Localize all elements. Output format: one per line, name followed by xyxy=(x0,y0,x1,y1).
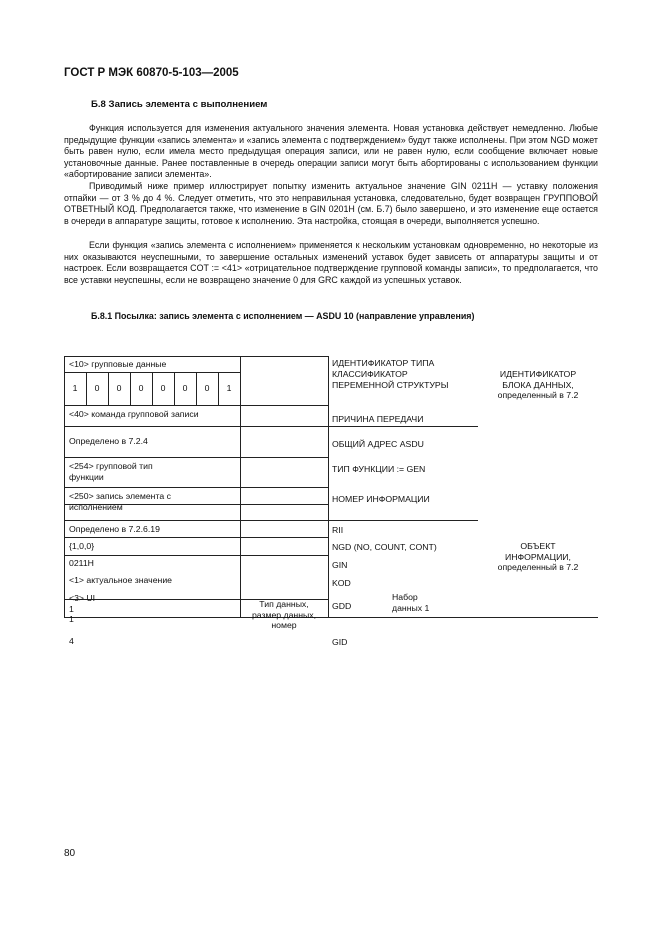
bit-7: 0 xyxy=(204,383,210,393)
type-identifier-field: ИДЕНТИФИКАТОР ТИПА xyxy=(332,358,435,368)
paragraph-3: Если функция «запись элемента с исполнением» применяется к нескольким установкам одновременно, но некоторые из них оказываются неуспешными, то завершение остальных изменений уставок будет зависеть от аппаратуры защиты и от настроек. Если возвращается COT := <41> «отрицательное подтверждение групповой команды записи», то предполагается, что все уставки неуспешны, если не возвращено значение 0 для GRC каждой из успешных уставок. xyxy=(64,240,598,285)
ngd-field: NGD (NO, COUNT, CONT) xyxy=(332,542,437,552)
variable-structure-field: КЛАССИФИКАТОР ПЕРЕМЕННОЙ СТРУКТУРЫ xyxy=(332,369,449,390)
rii-field: RII xyxy=(332,525,344,535)
common-address-field: ОБЩИЙ АДРЕС ASDU xyxy=(332,439,424,449)
information-object: ОБЪЕКТ ИНФОРМАЦИИ, определенный в 7.2 xyxy=(497,541,579,572)
table-border xyxy=(108,372,109,405)
table-border xyxy=(64,405,328,406)
bit-1: 1 xyxy=(72,383,78,393)
bit-2: 0 xyxy=(94,383,100,393)
table-border xyxy=(64,457,328,458)
data-unit-identifier: ИДЕНТИФИКАТОР БЛОКА ДАННЫХ, определенный в 7.2 xyxy=(497,369,579,400)
gdd-description-cell: Тип данных, размер данных, номер xyxy=(251,599,317,630)
table-border xyxy=(328,426,478,427)
page-number: 80 xyxy=(64,848,76,859)
table-border xyxy=(240,356,241,617)
table-border xyxy=(86,372,87,405)
kod-value-cell: <1> актуальное значение xyxy=(69,575,173,585)
information-number-field: НОМЕР ИНФОРМАЦИИ xyxy=(332,494,430,504)
defined-7-2-6-19-cell: Определено в 7.2.6.19 xyxy=(69,524,160,534)
paragraph-2: Приводимый ниже пример иллюстрирует попытку изменить актуальное значение GIN 0211H — уставку положения отпайки — от 3 % до 4 %. Следует отметить, что это неправильная установка, следовательно, будет возвращен ГРУППОВОЙ ОТВЕТНЫЙ КОД. Предполагается также, что изменение в GIN 0201H (см. Б.7) было завершено, и это изменение еще остается в очереди в аппаратуре защиты, готовое к исполнению. Эта настройка, стоящая в очереди, выполняется успешно. xyxy=(64,181,598,226)
bit-5: 0 xyxy=(160,383,166,393)
gin-value-cell: 0211H xyxy=(69,558,94,568)
bit-3: 0 xyxy=(116,383,122,393)
paragraph-1: Функция используется для изменения актуального значения элемента. Новая установка действует немедленно. Любые предыдущие функции «запись элемента» и «запись элемента с подтверждением» будут также исполнены. При этом NGD может быть равен нулю, если имела место предыдущая операция записи, или не равен нулю, если сообщение включает новые установочные данные. Ранее поставленные в очередь операции записи могут быть абортированы с использованием функции «абортирование записи элемента». xyxy=(64,123,598,180)
ngd-value-cell: {1,0,0} xyxy=(69,541,95,551)
table-border xyxy=(218,372,219,405)
table-border xyxy=(64,487,328,488)
table-border xyxy=(152,372,153,405)
gin-field: GIN xyxy=(332,560,348,570)
cause-of-transmission-field: ПРИЧИНА ПЕРЕДАЧИ xyxy=(332,414,424,424)
bit-8: 1 xyxy=(226,383,232,393)
table-border xyxy=(130,372,131,405)
bit-4: 0 xyxy=(138,383,144,393)
gdd-value-cell: <3> UI 1 1 xyxy=(69,593,96,624)
table-border xyxy=(328,356,329,617)
gdd-field: GDD xyxy=(332,601,352,611)
table-border xyxy=(328,520,478,521)
dataset-label: Набор данных 1 xyxy=(392,592,430,613)
table-border xyxy=(64,356,65,617)
table-border xyxy=(64,537,328,538)
table-border xyxy=(174,372,175,405)
bit-6: 0 xyxy=(182,383,188,393)
table-title: Б.8.1 Посылка: запись элемента с исполнением — ASDU 10 (направление управления) xyxy=(91,311,475,321)
table-border xyxy=(64,356,328,357)
group-data-cell: <10> групповые данные xyxy=(69,359,167,369)
write-command-cell: <40> команда групповой записи xyxy=(69,409,199,419)
table-border xyxy=(64,617,598,618)
document-header: ГОСТ Р МЭК 60870-5-103—2005 xyxy=(64,67,239,79)
function-type-cell: <254> групповой тип функции xyxy=(69,461,153,482)
table-border xyxy=(64,520,328,521)
defined-7-2-4-cell: Определено в 7.2.4 xyxy=(69,436,148,446)
section-title: Б.8 Запись элемента с выполнением xyxy=(91,99,268,110)
gid-field: GID xyxy=(332,637,348,647)
table-border xyxy=(196,372,197,405)
table-border xyxy=(64,426,328,427)
info-number-cell: <250> запись элемента с исполнением xyxy=(69,491,171,512)
kod-field: KOD xyxy=(332,578,351,588)
gid-value-cell: 4 xyxy=(69,636,74,646)
table-border xyxy=(64,555,328,556)
function-type-field: ТИП ФУНКЦИИ := GEN xyxy=(332,464,426,474)
